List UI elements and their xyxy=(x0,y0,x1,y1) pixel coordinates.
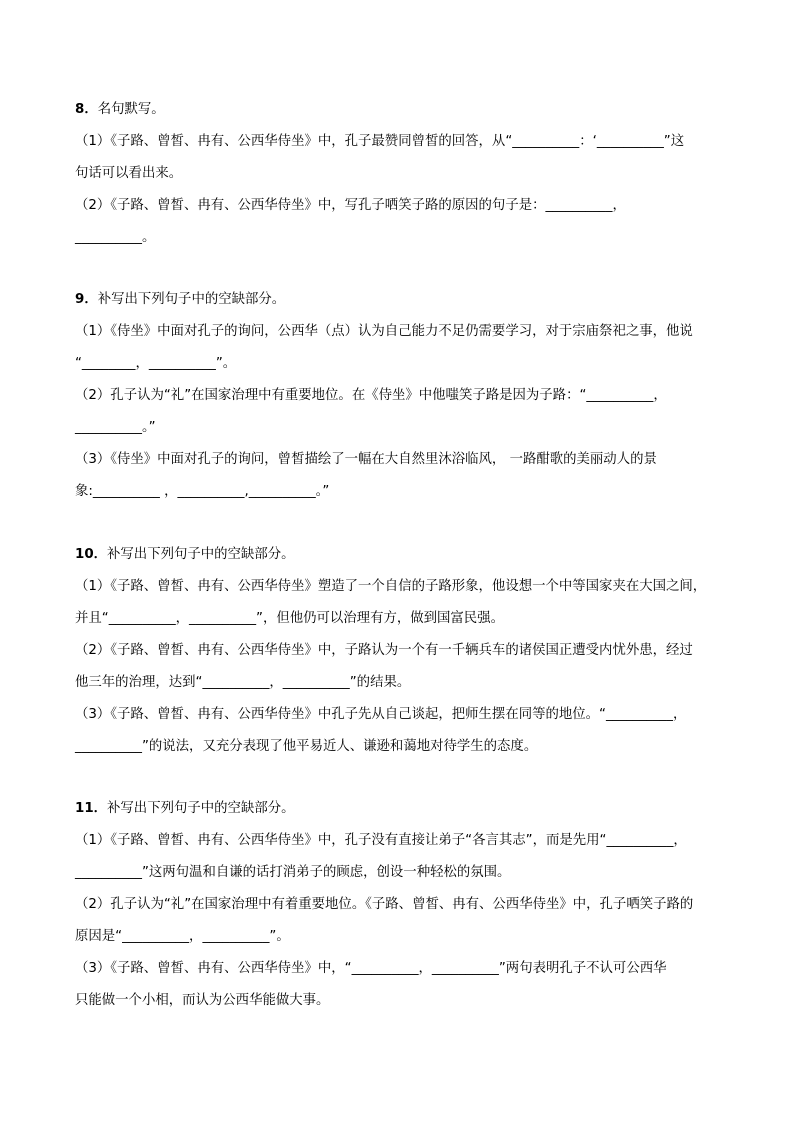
question-10-line: （3）《子路、曾皙、冉有、公西华侍坐》中孔子先从自己谈起，把师生摆在同等的地位。“__________， xyxy=(75,707,687,722)
question-10-title xyxy=(75,545,730,565)
question-10-line: 并且“__________，__________”，但他仍可以治理有方，做到国富民强。 xyxy=(75,611,504,626)
question-9-line: __________。” xyxy=(75,420,156,435)
question-11-title xyxy=(75,799,730,819)
question-title: 补写出下列句子中的空缺部分。 xyxy=(97,292,286,307)
question-title: 补写出下列句子中的空缺部分。 xyxy=(107,547,295,562)
question-9-line: “________，__________”。 xyxy=(75,356,237,371)
question-8-line: __________。 xyxy=(75,230,156,245)
question-9-line: （2）孔子认为“礼”在国家治理中有重要地位。在《侍坐》中他嗤笑子路是因为子路：“__________， xyxy=(75,388,667,403)
question-8-line: （1）《子路、曾皙、冉有、公西华侍坐》中，孔子最赞同曾皙的回答，从“__________：‘__________”这 xyxy=(75,134,685,149)
question-number: 10． xyxy=(75,547,108,562)
question-title: 补写出下列句子中的空缺部分。 xyxy=(107,801,295,816)
question-10-line: __________”的说法，又充分表现了他平易近人、谦逊和蔼地对待学生的态度。 xyxy=(75,739,538,754)
question-9-line: （3）《侍坐》中面对孔子的询问，曾皙描绘了一幅在大自然里沐浴临风， 一路酣歌的美丽动人的景 xyxy=(75,452,657,467)
question-8-title xyxy=(75,100,730,120)
question-10-line: 他三年的治理，达到“__________，__________”的结果。 xyxy=(75,675,411,690)
question-11-line: __________”这两句温和自谦的话打消弟子的顾虑，创设一种轻松的氛围。 xyxy=(75,865,511,880)
question-number: 11． xyxy=(75,801,108,816)
question-9-title xyxy=(75,290,730,310)
question-8-line: 句话可以看出来。 xyxy=(75,166,183,181)
question-number: 9． xyxy=(75,292,98,307)
question-9-line: 象:__________ ，__________,__________。” xyxy=(75,484,330,499)
question-11-line: 原因是“__________，__________”。 xyxy=(75,929,290,944)
question-number: 8． xyxy=(75,102,98,117)
question-10-line: （1）《子路、曾皙、冉有、公西华侍坐》塑造了一个自信的子路形象，他设想一个中等国家夹在大国之间， xyxy=(75,579,707,594)
question-title: 名句默写。 xyxy=(97,102,165,117)
question-11-line: （1）《子路、曾皙、冉有、公西华侍坐》中，孔子没有直接让弟子“各言其志”，而是先用“__________， xyxy=(75,833,687,848)
question-8-line: （2）《子路、曾皙、冉有、公西华侍坐》中，写孔子哂笑子路的原因的句子是：__________， xyxy=(75,198,626,213)
question-11-line: （2）孔子认为“礼”在国家治理中有着重要地位。《子路、曾皙、冉有、公西华侍坐》中，孔子哂笑子路的 xyxy=(75,897,694,912)
question-11-line: （3）《子路、曾皙、冉有、公西华侍坐》中，“__________，__________”两句表明孔子不认可公西华 xyxy=(75,961,667,976)
question-10-line: （2）《子路、曾皙、冉有、公西华侍坐》中，子路认为一个有一千辆兵车的诸侯国正遭受内忧外患，经过 xyxy=(75,643,693,658)
question-9-line: （1）《侍坐》中面对孔子的询问，公西华（点）认为自己能力不足仍需要学习，对于宗庙祭祀之事，他说 xyxy=(75,324,693,339)
question-11-line: 只能做一个小相，而认为公西华能做大事。 xyxy=(75,993,330,1008)
